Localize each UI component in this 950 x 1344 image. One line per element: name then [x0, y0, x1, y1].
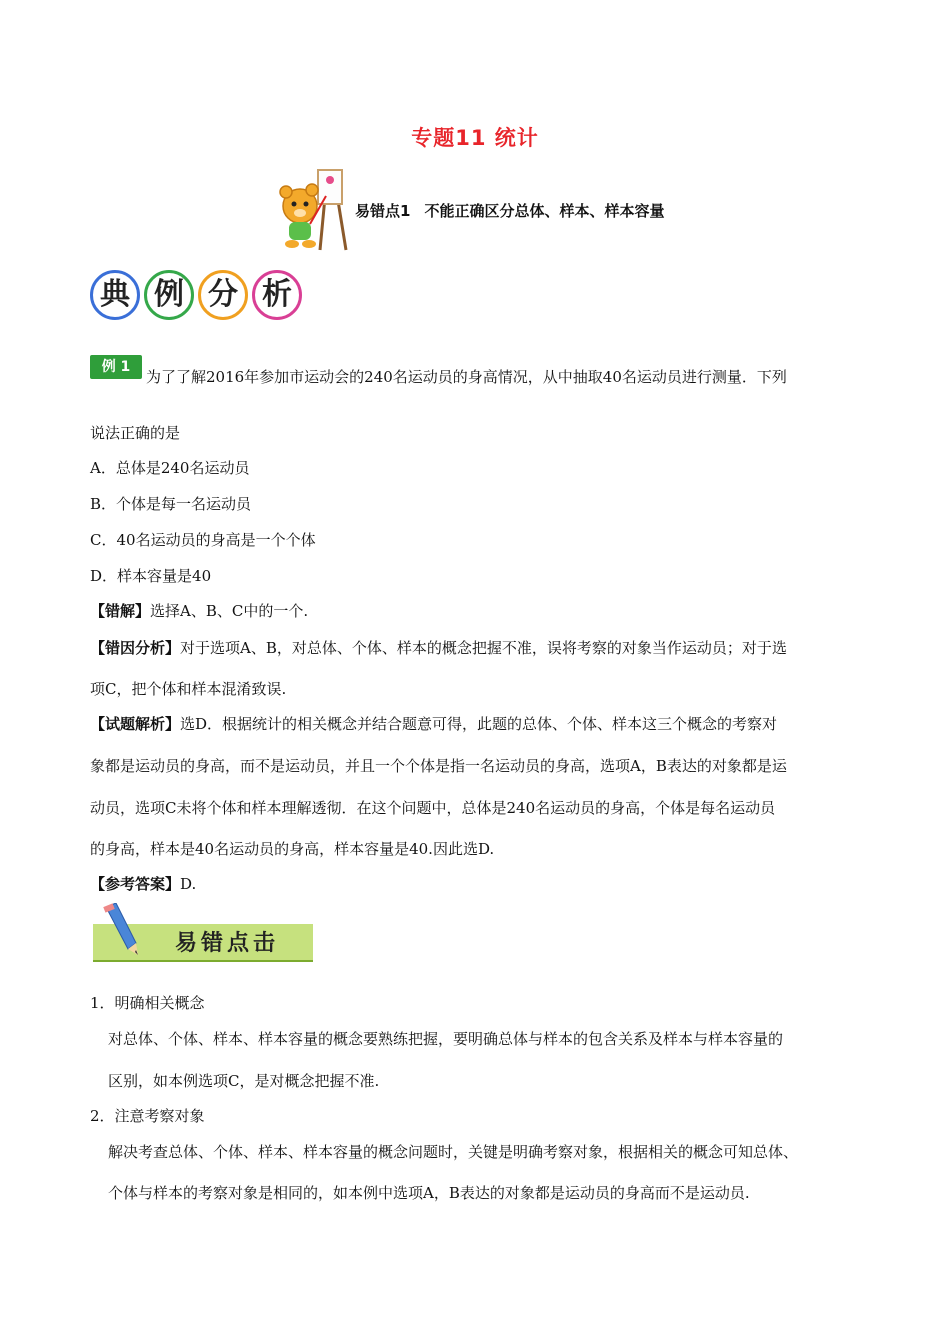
solution-analysis	[90, 713, 777, 734]
page-title: 专题11 统计	[411, 126, 539, 150]
option-c: C．40名运动员的身高是一个个体	[90, 531, 316, 549]
error-point-heading	[355, 200, 678, 221]
tip-2-heading: 2．注意考察对象	[90, 1107, 205, 1125]
option-d: D．样本容量是40	[90, 567, 212, 585]
tip-2-text-cont: 个体与样本的考察对象是相同的，如本例中选项A，B表达的对象都是运动员的身高而不是运动员.	[108, 1184, 750, 1202]
banner-char-li: 例	[144, 270, 194, 320]
tip-1-heading: 1．明确相关概念	[90, 994, 205, 1012]
option-a: A．总体是240名运动员	[90, 459, 250, 477]
error-cause	[90, 637, 787, 658]
tips-banner-title: 易错点击	[175, 931, 280, 956]
banner-char-xi: 析	[252, 270, 302, 320]
error-cause-text: 对于选项A、B，对总体、个体、样本的概念把握不准，误将考察的对象当作运动员；对于选	[180, 639, 787, 657]
tip-1-text-cont: 区别，如本例选项C，是对概念把握不准.	[108, 1072, 380, 1090]
wrong-solution-text: 选择A、B、C中的一个.	[150, 602, 309, 620]
example-badge: 例 1	[90, 355, 142, 379]
reference-answer-text: D.	[180, 875, 197, 893]
solution-analysis-text: 选D．根据统计的相关概念并结合题意可得，此题的总体、个体、样本这三个概念的考察对	[180, 715, 778, 733]
error-cause-label: 【错因分析】	[90, 639, 181, 657]
banner-char-fen: 分	[198, 270, 248, 320]
error-point-label: 易错点1	[355, 202, 411, 220]
question-text-cont: 说法正确的是	[90, 424, 181, 442]
bear-painter-illustration	[272, 166, 352, 252]
reference-answer	[90, 873, 196, 894]
option-b: B．个体是每一名运动员	[90, 495, 252, 513]
error-cause-cont: 项C，把个体和样本混淆致误.	[90, 680, 287, 698]
tip-2-text: 解决考查总体、个体、样本、样本容量的概念问题时，关键是明确考察对象，根据相关的概念可知总体、	[108, 1143, 799, 1161]
error-point-text: 不能正确区分总体、样本、样本容量	[424, 202, 665, 220]
question-text: 为了了解2016年参加市运动会的240名运动员的身高情况，从中抽取40名运动员进行测量．下列	[146, 368, 787, 386]
solution-analysis-line2: 象都是运动员的身高，而不是运动员，并且一个个体是指一名运动员的身高，选项A，B表达的对象都是运	[90, 757, 787, 775]
banner-char-dian: 典	[90, 270, 140, 320]
reference-answer-label: 【参考答案】	[90, 875, 181, 893]
wrong-solution	[90, 600, 308, 621]
solution-analysis-line3: 动员，选项C未将个体和样本理解透彻．在这个问题中，总体是240名运动员的身高，个体是每名运动员	[90, 799, 776, 817]
solution-analysis-line4: 的身高，样本是40名运动员的身高，样本容量是40.因此选D.	[90, 840, 495, 858]
pencil-icon	[98, 903, 142, 957]
tip-1-text: 对总体、个体、样本、样本容量的概念要熟练把握，要明确总体与样本的包含关系及样本与样本容量的	[108, 1030, 784, 1048]
wrong-solution-label: 【错解】	[90, 602, 151, 620]
solution-analysis-label: 【试题解析】	[90, 715, 181, 733]
